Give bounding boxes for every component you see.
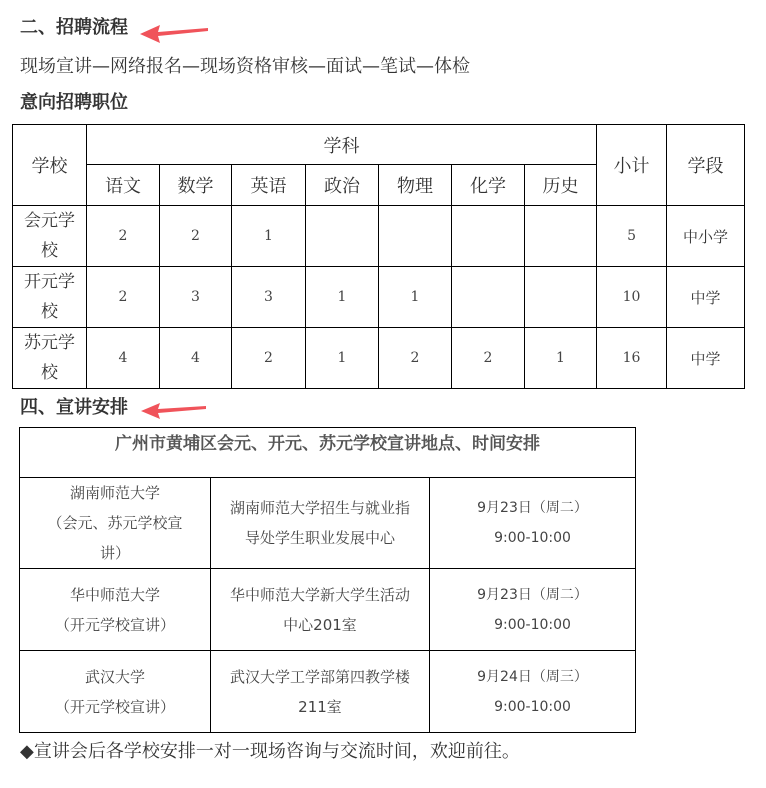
red-arrow-icon [138, 400, 210, 422]
table-row [13, 206, 745, 267]
count-cell [379, 206, 452, 267]
schedule-table [19, 427, 636, 733]
subject-physics: 物理 [379, 165, 452, 206]
count-cell: 1 [306, 267, 379, 328]
subject-header: 学科 [87, 125, 597, 165]
table-row [13, 328, 745, 389]
count-cell: 1 [306, 328, 379, 389]
table-row [13, 267, 745, 328]
table-row [20, 651, 636, 733]
process-steps: 现场宣讲—网络报名—现场资格审核—面试—笔试—体检 [20, 56, 470, 77]
school-name: 会元学 校 [13, 206, 87, 267]
count-cell: 2 [87, 206, 160, 267]
count-cell: 4 [160, 328, 232, 389]
schedule-title: 广州市黄埔区会元、开元、苏元学校宣讲地点、时间安排 [20, 428, 636, 478]
count-cell: 2 [87, 267, 160, 328]
school-header: 学校 [13, 125, 87, 206]
subtotal-cell: 10 [597, 267, 667, 328]
subject-math: 数学 [160, 165, 232, 206]
count-cell: 2 [160, 206, 232, 267]
count-cell: 1 [379, 267, 452, 328]
red-arrow-icon [136, 22, 212, 46]
table-row [20, 478, 636, 569]
subject-history: 历史 [525, 165, 597, 206]
count-cell: 2 [379, 328, 452, 389]
level-cell: 中小学 [667, 206, 745, 267]
count-cell [306, 206, 379, 267]
subtotal-cell: 5 [597, 206, 667, 267]
subtotal-cell: 16 [597, 328, 667, 389]
level-header: 学段 [667, 125, 745, 206]
count-cell: 4 [87, 328, 160, 389]
positions-heading: 意向招聘职位 [20, 92, 128, 113]
venue-cell: 华中师范大学新大学生活动 中心201室 [211, 569, 430, 651]
count-cell: 1 [232, 206, 306, 267]
subject-politics: 政治 [306, 165, 379, 206]
count-cell: 1 [525, 328, 597, 389]
subject-english: 英语 [232, 165, 306, 206]
process-heading: 二、招聘流程 [20, 17, 128, 38]
school-name: 开元学 校 [13, 267, 87, 328]
level-cell: 中学 [667, 328, 745, 389]
count-cell: 2 [452, 328, 525, 389]
count-cell: 3 [160, 267, 232, 328]
school-name: 苏元学 校 [13, 328, 87, 389]
subject-chemistry: 化学 [452, 165, 525, 206]
time-cell: 9月23日（周二） 9:00-10:00 [430, 569, 636, 651]
time-cell: 9月24日（周三） 9:00-10:00 [430, 651, 636, 733]
count-cell [525, 267, 597, 328]
venue-cell: 湖南师范大学招生与就业指 导处学生职业发展中心 [211, 478, 430, 569]
level-cell: 中学 [667, 267, 745, 328]
count-cell [452, 267, 525, 328]
count-cell: 3 [232, 267, 306, 328]
venue-cell: 武汉大学工学部第四教学楼 211室 [211, 651, 430, 733]
university-cell: 武汉大学 （开元学校宣讲） [20, 651, 211, 733]
count-cell [452, 206, 525, 267]
university-cell: 华中师范大学 （开元学校宣讲） [20, 569, 211, 651]
university-cell: 湖南师范大学 （会元、苏元学校宣 讲） [20, 478, 211, 569]
table-row [20, 569, 636, 651]
time-cell: 9月23日（周二） 9:00-10:00 [430, 478, 636, 569]
subtotal-header: 小计 [597, 125, 667, 206]
count-cell [525, 206, 597, 267]
positions-table [12, 124, 745, 389]
footer-note: ◆宣讲会后各学校安排一对一现场咨询与交流时间，欢迎前往。 [20, 741, 520, 762]
count-cell: 2 [232, 328, 306, 389]
presentation-heading: 四、宣讲安排 [20, 397, 128, 418]
subject-chinese: 语文 [87, 165, 160, 206]
